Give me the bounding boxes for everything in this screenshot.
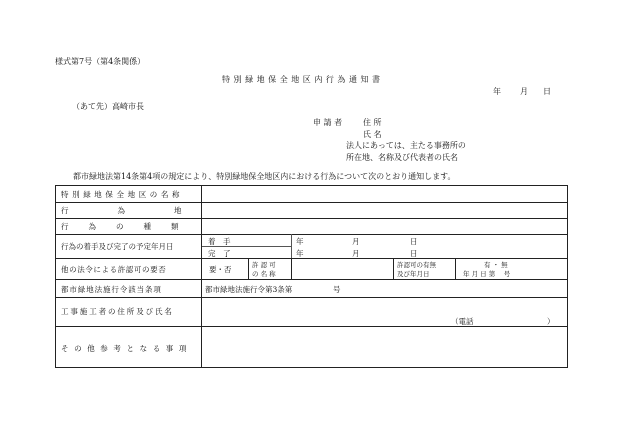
row-divider xyxy=(56,218,567,219)
permit-sub-divider xyxy=(393,258,394,279)
kind-field[interactable] xyxy=(206,220,561,232)
period-sub-divider xyxy=(291,234,292,258)
permit-sub-divider xyxy=(291,258,292,279)
date-year: 年 xyxy=(493,87,501,96)
remarks-field[interactable] xyxy=(206,331,561,363)
land-label: 行為地 xyxy=(61,206,231,215)
permit-name-label-line1: 許 認 可 xyxy=(252,261,276,269)
complete-year: 年 xyxy=(296,249,304,258)
start-label: 着 手 xyxy=(208,237,231,246)
corporate-note-line1: 法人にあっては、主たる事務所の xyxy=(346,141,466,150)
permit-date-label-line1: 許認可の有無 xyxy=(397,261,436,269)
name-label: 氏 名 xyxy=(363,130,382,139)
date-month: 月 xyxy=(520,87,528,96)
permit-sub-divider xyxy=(248,258,249,279)
date-day: 日 xyxy=(543,87,551,96)
start-year: 年 xyxy=(296,237,304,246)
row-divider xyxy=(56,258,567,259)
has-permit-choice[interactable]: 有 ・ 無 xyxy=(484,261,508,269)
article-value-suffix: 号 xyxy=(333,285,341,294)
row-divider xyxy=(56,279,567,280)
district-name-label xyxy=(61,189,195,200)
phone-open: （電話 xyxy=(451,317,474,326)
row-divider xyxy=(56,326,567,327)
district-name-field[interactable] xyxy=(206,188,561,200)
district-name-label-text: 特別緑地保全地区の名称 xyxy=(61,190,184,199)
permit-date-label-line2: 及び年月日 xyxy=(397,270,430,278)
complete-label: 完 了 xyxy=(208,249,231,258)
contractor-field[interactable] xyxy=(206,300,561,312)
start-month: 月 xyxy=(352,237,360,246)
land-field[interactable] xyxy=(206,204,561,216)
intro-sentence: 都市緑地法第14条第4項の規定により、特別緑地保全地区内における行為について次のとおり通知します。 xyxy=(73,172,456,181)
row-divider xyxy=(56,202,567,203)
start-day: 日 xyxy=(410,237,418,246)
article-value-prefix: 都市緑地法施行令第3条第 xyxy=(205,285,293,294)
page-title: 特 別 緑 地 保 全 地 区 内 行 為 通 知 書 xyxy=(222,75,381,84)
notification-form-table xyxy=(55,185,568,368)
kind-label: 行為の種類 xyxy=(61,222,199,231)
remarks-label: その他参考となる事項 xyxy=(61,344,192,353)
permit-sub-divider xyxy=(455,258,456,279)
contractor-label: 工事施工者の住所及び氏名 xyxy=(61,307,174,316)
phone-close: ） xyxy=(547,317,555,326)
permit-name-field[interactable] xyxy=(295,260,389,277)
applicant-label: 申 請 者 xyxy=(313,118,343,127)
form-number: 様式第7号（第4条関係） xyxy=(55,57,146,66)
permit-name-label-line2: の 名 称 xyxy=(252,270,276,278)
row-divider xyxy=(56,297,567,298)
complete-month: 月 xyxy=(352,249,360,258)
article-label: 都市緑地法施行令該当条項 xyxy=(61,285,162,294)
complete-day: 日 xyxy=(410,249,418,258)
other-permit-label: 他の法令による許認可の要否 xyxy=(61,265,167,274)
period-label: 行為の着手及び完了の予定年月日 xyxy=(61,242,174,251)
corporate-note-line2: 所在地、名称及び代表者の氏名 xyxy=(346,153,458,162)
yes-no-choice[interactable]: 要・否 xyxy=(209,265,232,274)
row-divider xyxy=(56,234,567,235)
address-label: 住 所 xyxy=(363,118,382,127)
addressee: （あて先）高崎市長 xyxy=(72,102,144,111)
permit-date-number: 年 月 日 第 号 xyxy=(463,270,511,278)
